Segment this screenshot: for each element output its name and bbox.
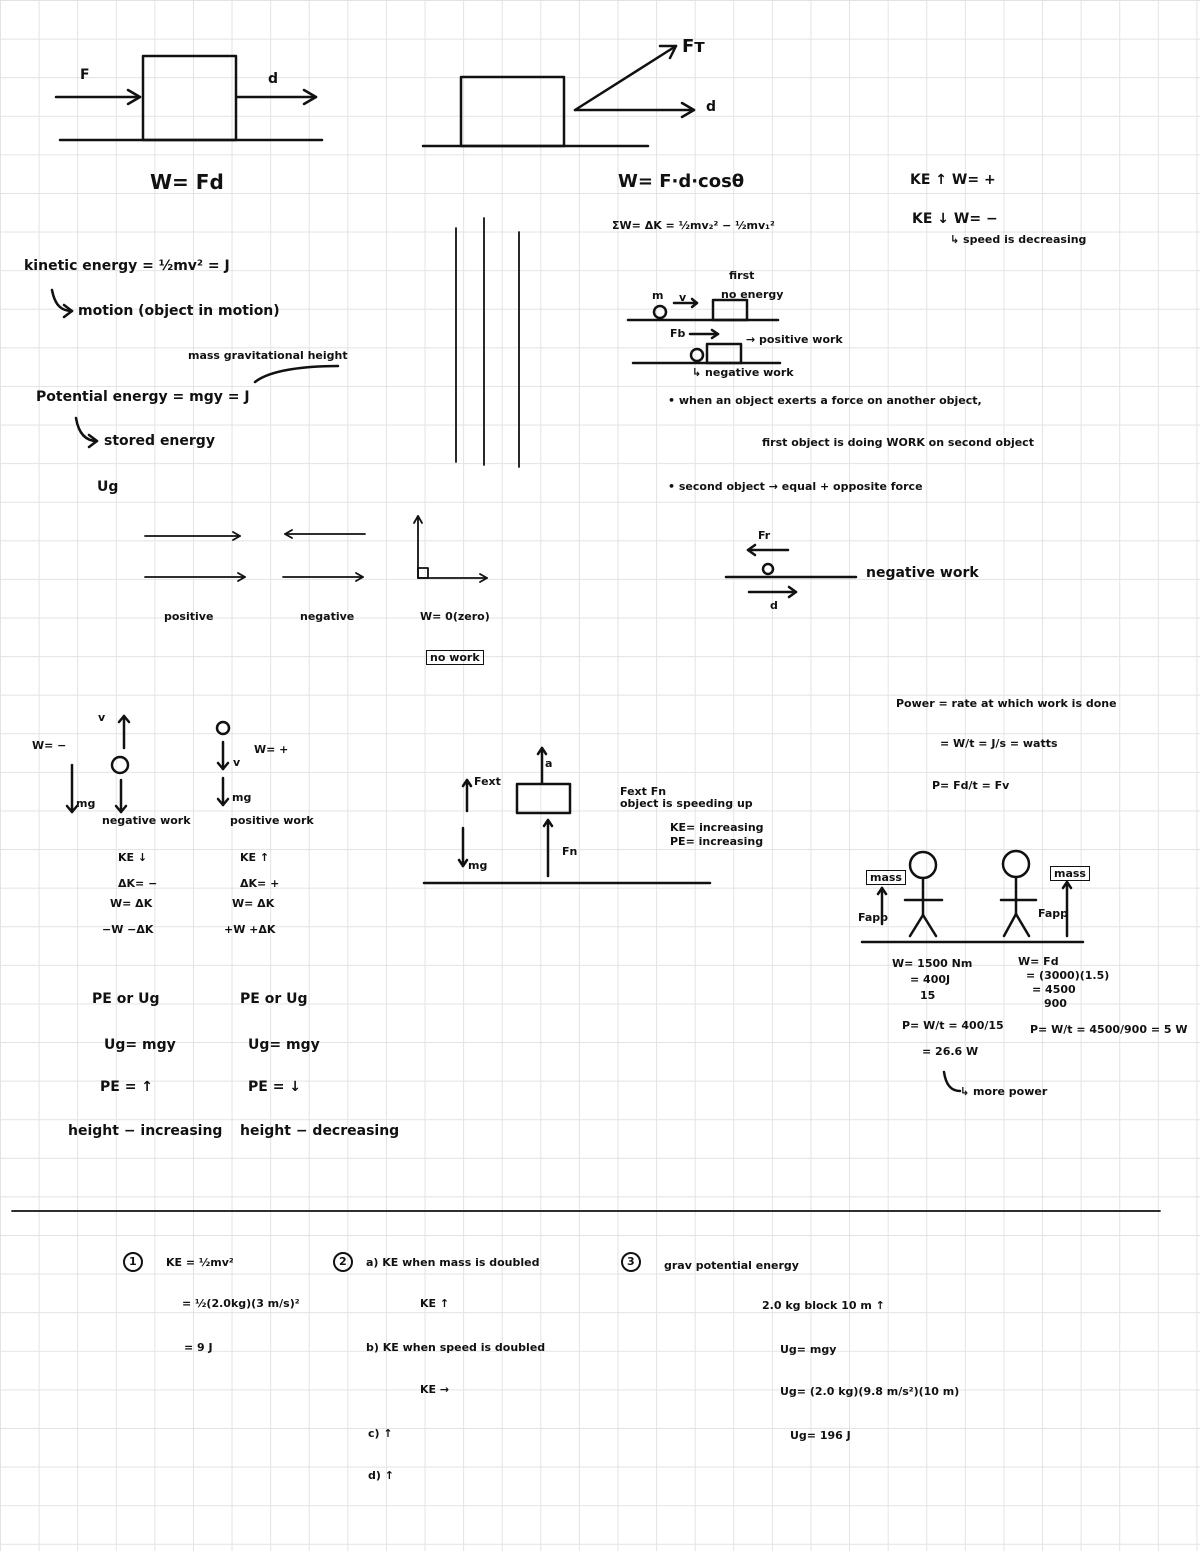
collision-no-energy-label: no energy: [721, 288, 784, 301]
kinetic-energy-definition: kinetic energy = ½mv² = J: [24, 258, 230, 274]
positive-work-label: → positive work: [746, 333, 843, 346]
mass-height-note: mass gravitational height: [188, 349, 348, 362]
kinetic-energy-description: motion (object in motion): [78, 303, 280, 319]
person-right-calc-3: = 4500: [1032, 983, 1076, 996]
person-left-mass-box: mass: [866, 870, 906, 885]
vertical-dividers: [456, 218, 519, 467]
pe-right-row-1: PE or Ug: [240, 991, 308, 1007]
potential-energy-description: stored energy: [104, 433, 215, 449]
ke-decrease-note: KE ↓ W= −: [912, 211, 998, 227]
power-equation-1: = W/t = J/s = watts: [940, 737, 1058, 750]
vertical-right-mg: mg: [232, 791, 252, 804]
person-left-power-result: = 26.6 W: [922, 1045, 979, 1058]
bullet-1-continued: first object is doing WORK on second object: [762, 436, 1034, 449]
person-right-mass-box: mass: [1050, 866, 1090, 881]
negative-work-text: negative work: [866, 565, 979, 581]
pe-left-row-2: Ug= mgy: [104, 1037, 176, 1053]
bullet-2-text: second object → equal + opposite force: [678, 480, 923, 493]
person-right-calc-1: W= Fd: [1018, 955, 1059, 968]
diagram-1-drawing: [56, 56, 322, 140]
negative-work-label: ↳ negative work: [692, 366, 794, 379]
vertical-right-dk: ΔK= +: [240, 877, 280, 890]
vertical-right-w: W= ΔK: [232, 897, 275, 910]
lift-ke-increasing: KE= increasing: [670, 821, 764, 834]
problem-3-number: 3: [627, 1255, 635, 1268]
problem-3-line-3: Ug= mgy: [780, 1343, 837, 1356]
bullet-1: • when an object exerts a force on another object,: [668, 394, 982, 407]
problem-2-line-2: KE ↑: [420, 1297, 450, 1310]
lift-mg-label: mg: [468, 859, 488, 872]
angle-positive-label: positive: [164, 610, 214, 623]
vertical-right-velocity: v: [233, 756, 241, 769]
force-label-2: Fᴛ: [682, 36, 705, 57]
vertical-left-sign: −W −ΔK: [102, 923, 154, 936]
collision-mass-label: m: [652, 289, 664, 302]
vertical-right-note: positive work: [230, 814, 314, 827]
no-work-box: no work: [426, 650, 484, 665]
person-left-calc-1: W= 1500 Nm: [892, 957, 973, 970]
friction-force-label: Fr: [758, 529, 771, 542]
lift-acceleration-label: a: [545, 757, 553, 770]
pe-left-row-1: PE or Ug: [92, 991, 160, 1007]
collision-first-label: first: [729, 269, 755, 282]
problem-3-line-2: 2.0 kg block 10 m ↑: [762, 1299, 885, 1312]
bullet-2: • second object → equal + opposite force: [668, 480, 923, 493]
pe-right-row-4: height − decreasing: [240, 1123, 400, 1139]
person-left-calc-3: 15: [920, 989, 936, 1002]
problem-3-line-4: Ug= (2.0 kg)(9.8 m/s²)(10 m): [780, 1385, 960, 1398]
displacement-label-1: d: [268, 71, 279, 87]
more-power-note: ↳ more power: [960, 1085, 1048, 1098]
work-energy-theorem: ΣW= ΔK = ½mv₂² − ½mv₁²: [612, 219, 775, 232]
vertical-left-dk: ΔK= −: [118, 877, 158, 890]
problem-1-number: 1: [129, 1255, 137, 1268]
problem-1-line-3: = 9 J: [184, 1341, 213, 1354]
person-right-calc-4: 900: [1044, 997, 1067, 1010]
problem-2-line-6: d) ↑: [368, 1469, 394, 1482]
vertical-right-work: W= +: [254, 743, 289, 756]
diagram-2-drawing: [423, 46, 694, 146]
person-left-fapp: Fapp: [858, 911, 889, 924]
person-left-power: P= W/t = 400/15: [902, 1019, 1004, 1032]
collision-force-label: Fb: [670, 327, 686, 340]
vertical-right-sign: +W +ΔK: [224, 923, 276, 936]
problem-2-line-5: c) ↑: [368, 1427, 393, 1440]
force-label-1: F: [80, 67, 90, 83]
neg-work-displacement-label: d: [770, 599, 778, 612]
problem-2-line-4: KE →: [420, 1383, 450, 1396]
speed-decreasing-note: ↳ speed is decreasing: [950, 233, 1087, 246]
person-right-fapp: Fapp: [1038, 907, 1069, 920]
pe-right-row-2: Ug= mgy: [248, 1037, 320, 1053]
pe-left-row-3: PE = ↑: [100, 1079, 154, 1095]
problem-2-number: 2: [339, 1255, 347, 1268]
lift-normal-label: Fn: [562, 845, 578, 858]
angle-zero-label: W= 0(zero): [420, 610, 490, 623]
angle-arrows: [145, 516, 487, 582]
potential-energy-definition: Potential energy = mgy = J: [36, 389, 250, 405]
bullet-1-text: when an object exerts a force on another object,: [678, 394, 982, 407]
problem-2-line-3: b) KE when speed is doubled: [366, 1341, 546, 1354]
vertical-left-w: W= ΔK: [110, 897, 153, 910]
lift-pe-increasing: PE= increasing: [670, 835, 764, 848]
lift-speeding-up: object is speeding up: [620, 797, 753, 810]
collision-velocity-label: v: [679, 291, 687, 304]
ke-increase-note: KE ↑ W= +: [910, 172, 996, 188]
vertical-right-ke: KE ↑: [240, 851, 270, 864]
problem-3-line-5: Ug= 196 J: [790, 1429, 851, 1442]
pe-right-row-3: PE = ↓: [248, 1079, 302, 1095]
vertical-left-mg: mg: [76, 797, 96, 810]
angle-negative-label: negative: [300, 610, 355, 623]
power-definition: Power = rate at which work is done: [896, 697, 1117, 710]
lift-force-compare: Fext Fn: [620, 785, 667, 798]
vertical-left-ke: KE ↓: [118, 851, 148, 864]
problem-3-line-1: grav potential energy: [664, 1259, 799, 1272]
vertical-left-velocity: v: [98, 711, 106, 724]
person-left-calc-2: = 400J: [910, 973, 951, 986]
problem-1-line-2: = ½(2.0kg)(3 m/s)²: [182, 1297, 300, 1310]
vertical-left-work: W= −: [32, 739, 67, 752]
person-right-calc-2: = (3000)(1.5): [1026, 969, 1110, 982]
person-right-power: P= W/t = 4500/900 = 5 W: [1030, 1023, 1188, 1036]
problem-2-line-1: a) KE when mass is doubled: [366, 1256, 540, 1269]
formula-work-cos: W= F·d·cosθ: [618, 171, 745, 192]
displacement-label-2: d: [706, 99, 717, 115]
pe-left-row-4: height − increasing: [68, 1123, 223, 1139]
power-equation-2: P= Fd/t = Fv: [932, 779, 1010, 792]
formula-work-fd: W= Fd: [150, 170, 224, 194]
lift-fext-label: Fext: [474, 775, 501, 788]
ug-label: Ug: [97, 479, 119, 495]
problem-1-line-1: KE = ½mv²: [166, 1256, 234, 1269]
vertical-left-note: negative work: [102, 814, 191, 827]
